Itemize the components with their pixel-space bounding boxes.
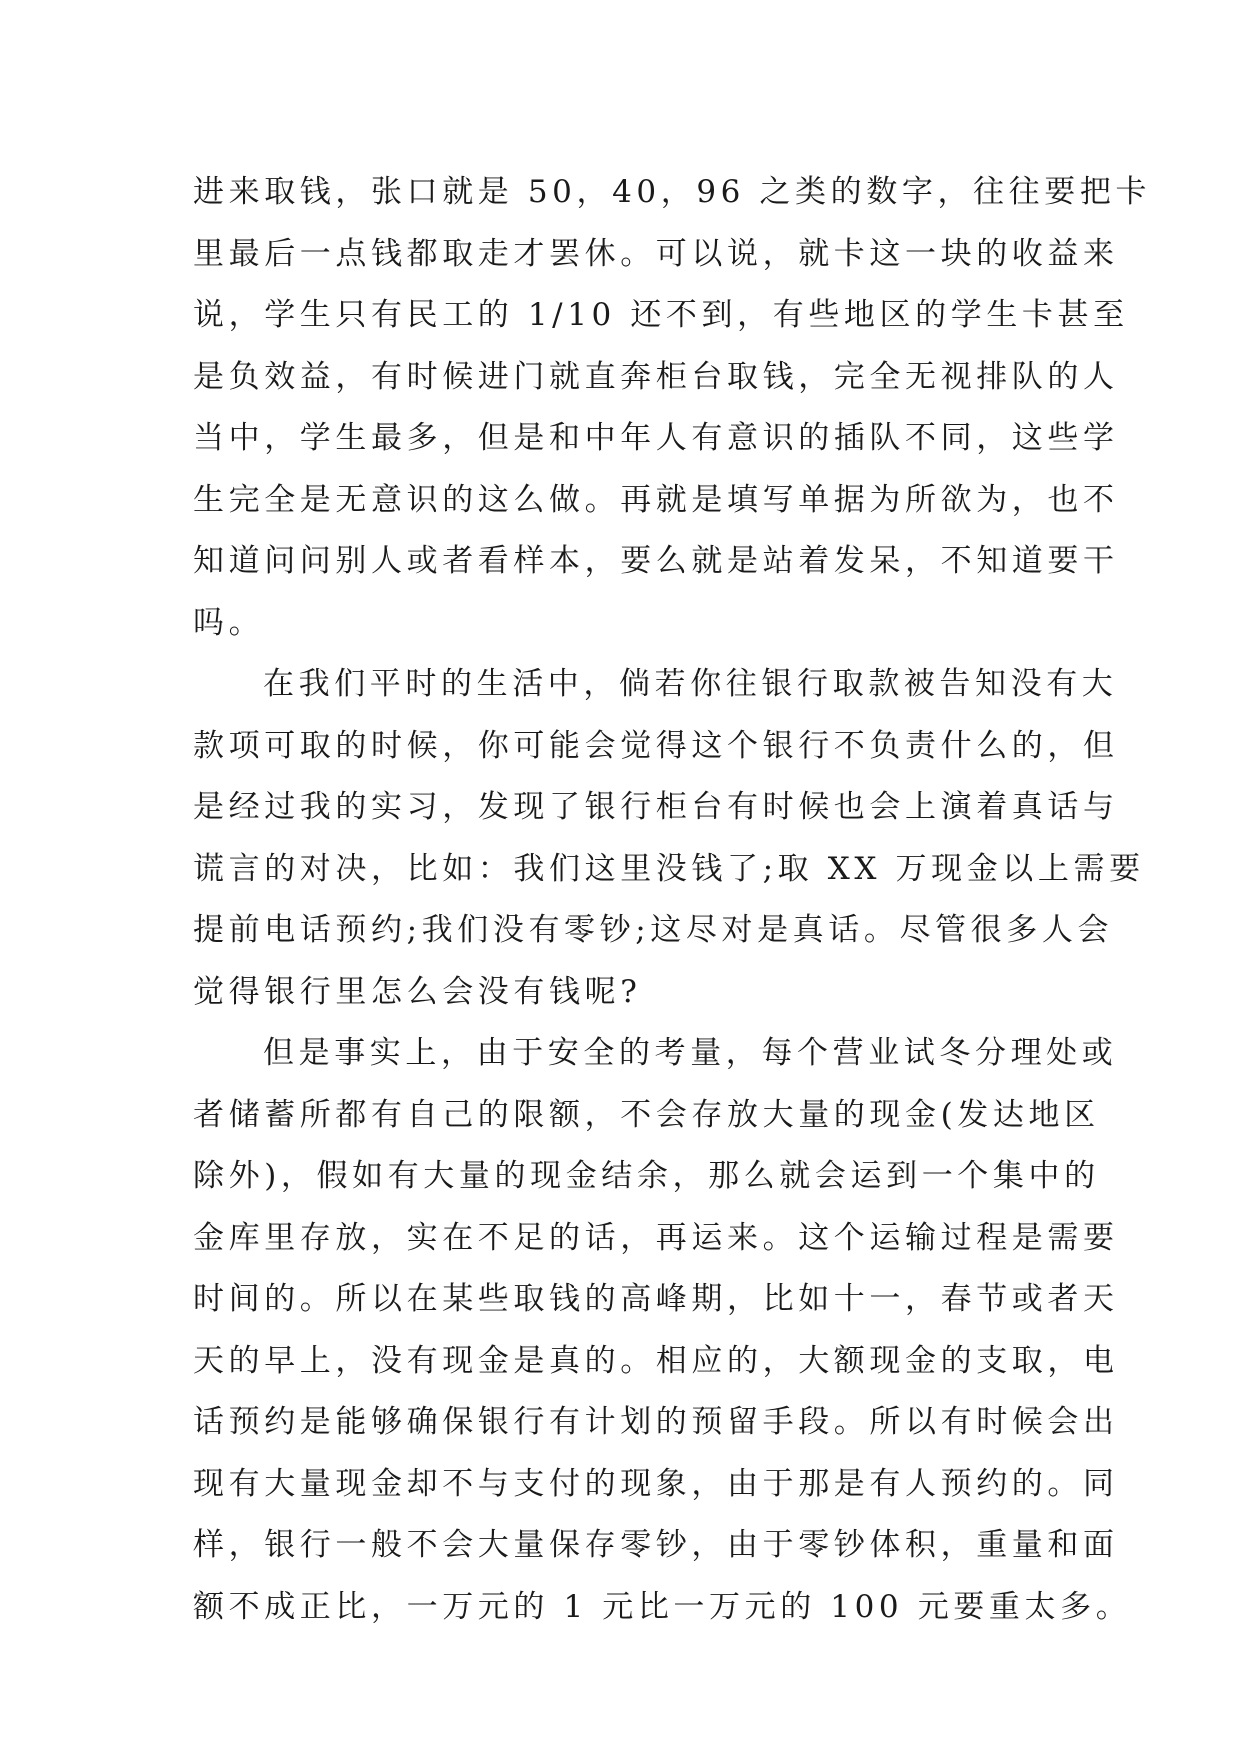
text-line: 当中，学生最多，但是和中年人有意识的插队不同，这些学 [193, 420, 1119, 456]
text-line: 提前电话预约;我们没有零钞;这尽对是真话。尽管很多人会 [193, 912, 1114, 948]
text-line: 吗。 [193, 604, 265, 641]
text-line: 话预约是能够确保银行有计划的预留手段。所以有时候会出 [193, 1404, 1119, 1440]
text-line: 知道问问别人或者看样本，要么就是站着发呆，不知道要干 [193, 543, 1119, 579]
text-line: 款项可取的时候，你可能会觉得这个银行不负责什么的，但 [193, 727, 1119, 764]
text-line: 里最后一点钱都取走才罢休。可以说，就卡这一块的收益来 [193, 235, 1119, 272]
text-line: 是经过我的实习，发现了银行柜台有时候也会上演着真话与 [193, 789, 1119, 825]
text-line: 除外)，假如有大量的现金结余，那么就会运到一个集中的 [193, 1158, 1100, 1194]
text-line: 谎言的对决，比如：我们这里没钱了;取 XX 万现金以上需要 [193, 850, 1145, 887]
text-line: 天的早上，没有现金是真的。相应的，大额现金的支取，电 [193, 1342, 1119, 1379]
body-text [193, 162, 1152, 1638]
text-line: 是负效益，有时候进门就直奔柜台取钱，完全无视排队的人 [193, 358, 1119, 395]
text-line: 现有大量现金却不与支付的现象，由于那是有人预约的。同 [193, 1465, 1119, 1502]
paragraph-first-line: 在我们平时的生活中，倘若你往银行取款被告知没有大 [263, 666, 1118, 702]
paragraph-first-line: 但是事实上，由于安全的考量，每个营业试冬分理处或 [263, 1035, 1118, 1071]
text-line: 金库里存放，实在不足的话，再运来。这个运输过程是需要 [193, 1219, 1119, 1256]
text-line: 额不成正比，一万元的 1 元比一万元的 100 元要重太多。 [193, 1588, 1132, 1625]
text-line: 觉得银行里怎么会没有钱呢? [193, 973, 642, 1010]
text-line: 时间的。所以在某些取钱的高峰期，比如十一，春节或者天 [193, 1281, 1119, 1317]
text-line: 样，银行一般不会大量保存零钞，由于零钞体积，重量和面 [193, 1527, 1119, 1563]
text-line: 者储蓄所都有自己的限额，不会存放大量的现金(发达地区 [193, 1096, 1100, 1133]
text-line: 生完全是无意识的这么做。再就是填写单据为所欲为，也不 [193, 481, 1119, 518]
text-line: 进来取钱，张口就是 50，40，96 之类的数字，往往要把卡 [193, 174, 1152, 210]
text-line: 说，学生只有民工的 1/10 还不到，有些地区的学生卡甚至 [193, 297, 1129, 333]
